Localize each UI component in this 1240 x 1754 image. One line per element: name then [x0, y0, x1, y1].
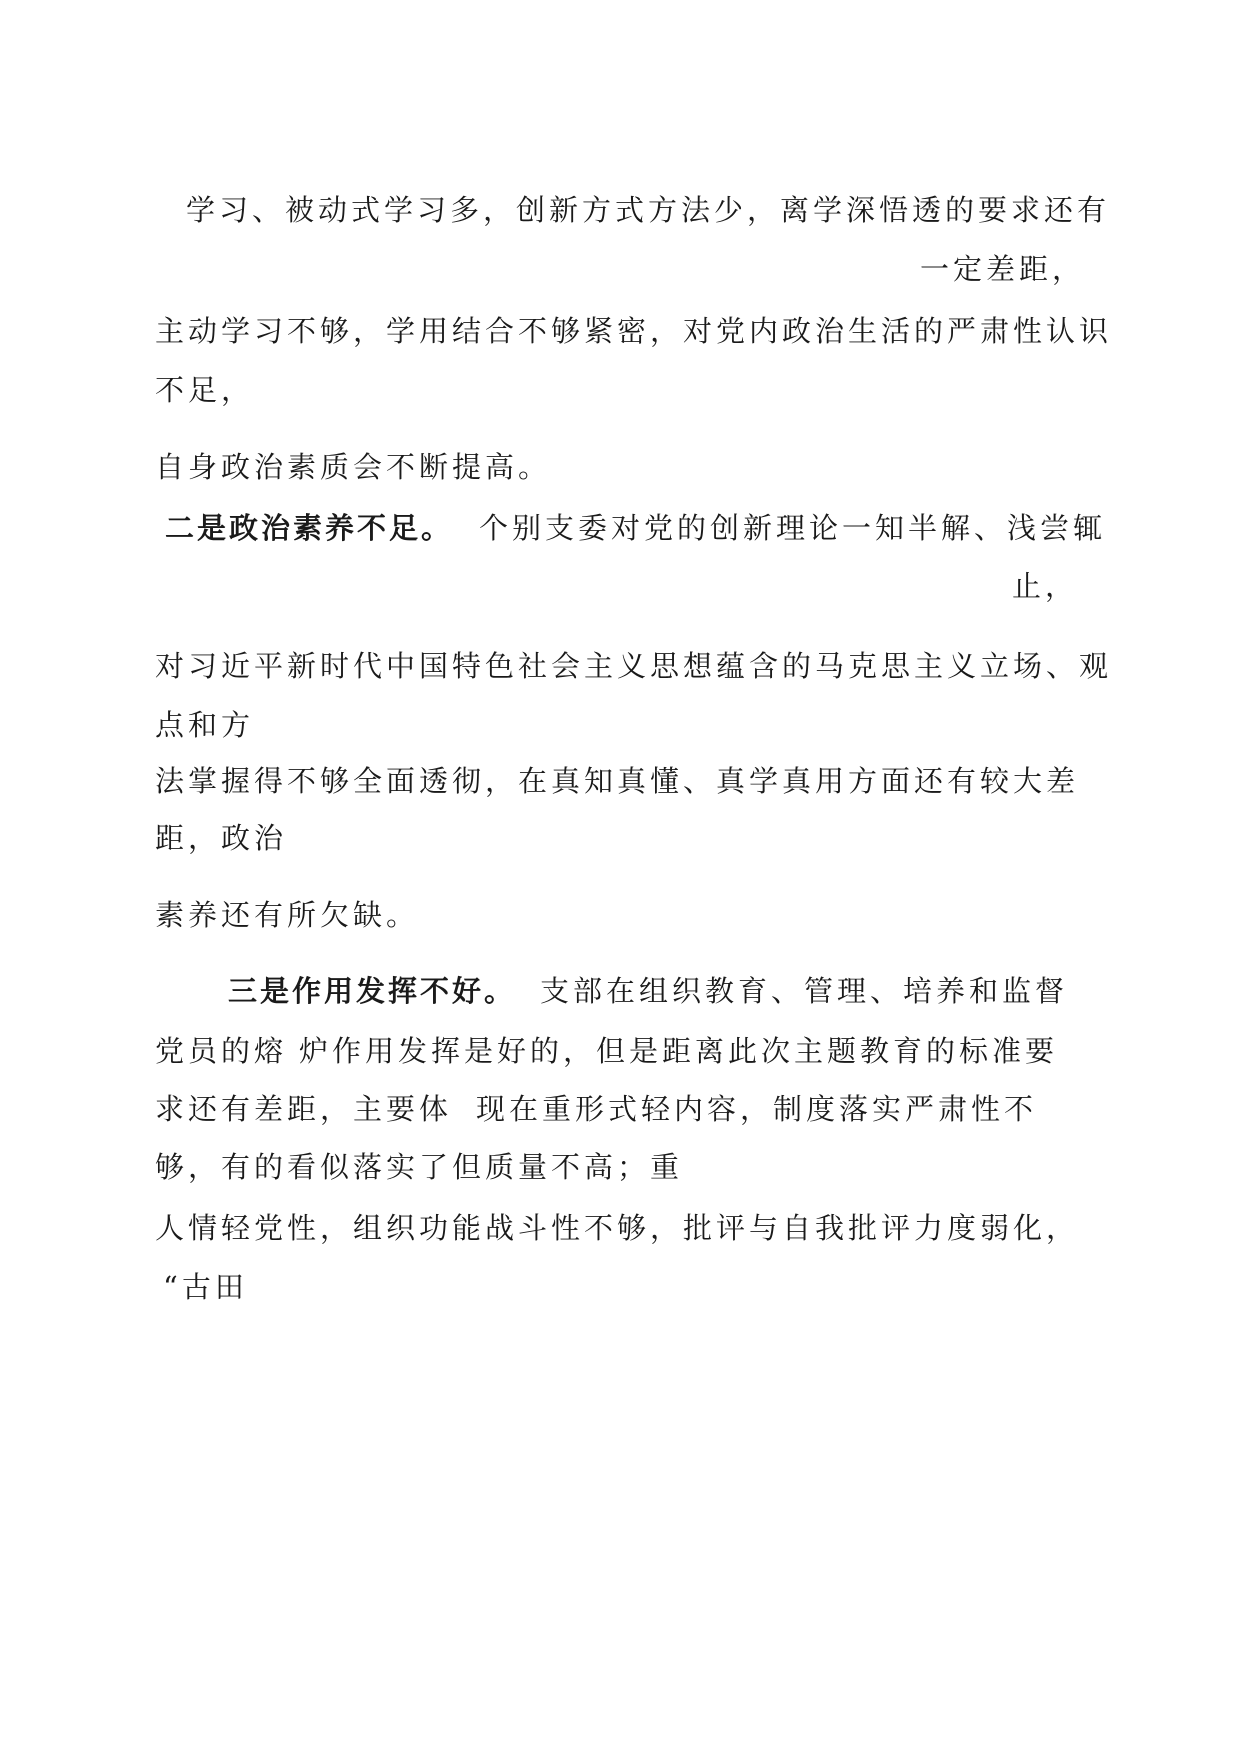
section-heading: 三是作用发挥不好。 [228, 974, 517, 1008]
text-line: 止， [1012, 569, 1079, 603]
paragraph-text: 个别支委对党的创新理论一知半解、浅尝辄 [479, 511, 1107, 545]
text-line: 学习、被动式学习多，创新方式方法少，离学深悟透的要求还有 [186, 193, 1111, 227]
section-heading: 二是政治素养不足。 [165, 511, 454, 545]
text-line [155, 1091, 1037, 1127]
text-line: 距，政治 [155, 821, 288, 855]
text-line: 人情轻党性，组织功能战斗性不够，批评与自我批评力度弱化， [155, 1211, 1080, 1245]
paragraph-line [228, 973, 1068, 1009]
text-fragment: 炉作用发挥是好的，但是距离此次主题教育的标准要 [299, 1034, 1059, 1068]
text-line: 一定差距， [920, 252, 1086, 286]
text-line: 法掌握得不够全面透彻，在真知真懂、真学真用方面还有较大差 [155, 764, 1080, 798]
text-line: 够，有的看似落实了但质量不高；重 [155, 1150, 684, 1184]
text-line: 主动学习不够，学用结合不够紧密，对党内政治生活的严肃性认识 [155, 314, 1113, 348]
text-line: 不足， [155, 373, 255, 407]
text-fragment: 党员的熔 [155, 1034, 288, 1068]
text-line: 对习近平新时代中国特色社会主义思想蕴含的马克思主义立场、观 [155, 649, 1113, 683]
text-line [155, 1033, 1058, 1069]
paragraph-line [165, 510, 1106, 546]
text-line: “古田 [163, 1270, 248, 1304]
text-line: 点和方 [155, 708, 255, 742]
text-fragment: 现在重形式轻内容，制度落实严肃性不 [476, 1092, 1038, 1126]
text-line: 素养还有所欠缺。 [155, 898, 420, 932]
text-line: 自身政治素质会不断提高。 [155, 450, 552, 484]
paragraph-text: 支部在组织教育、管理、培养和监督 [540, 974, 1069, 1008]
text-fragment: 求还有差距，主要体 [155, 1092, 453, 1126]
